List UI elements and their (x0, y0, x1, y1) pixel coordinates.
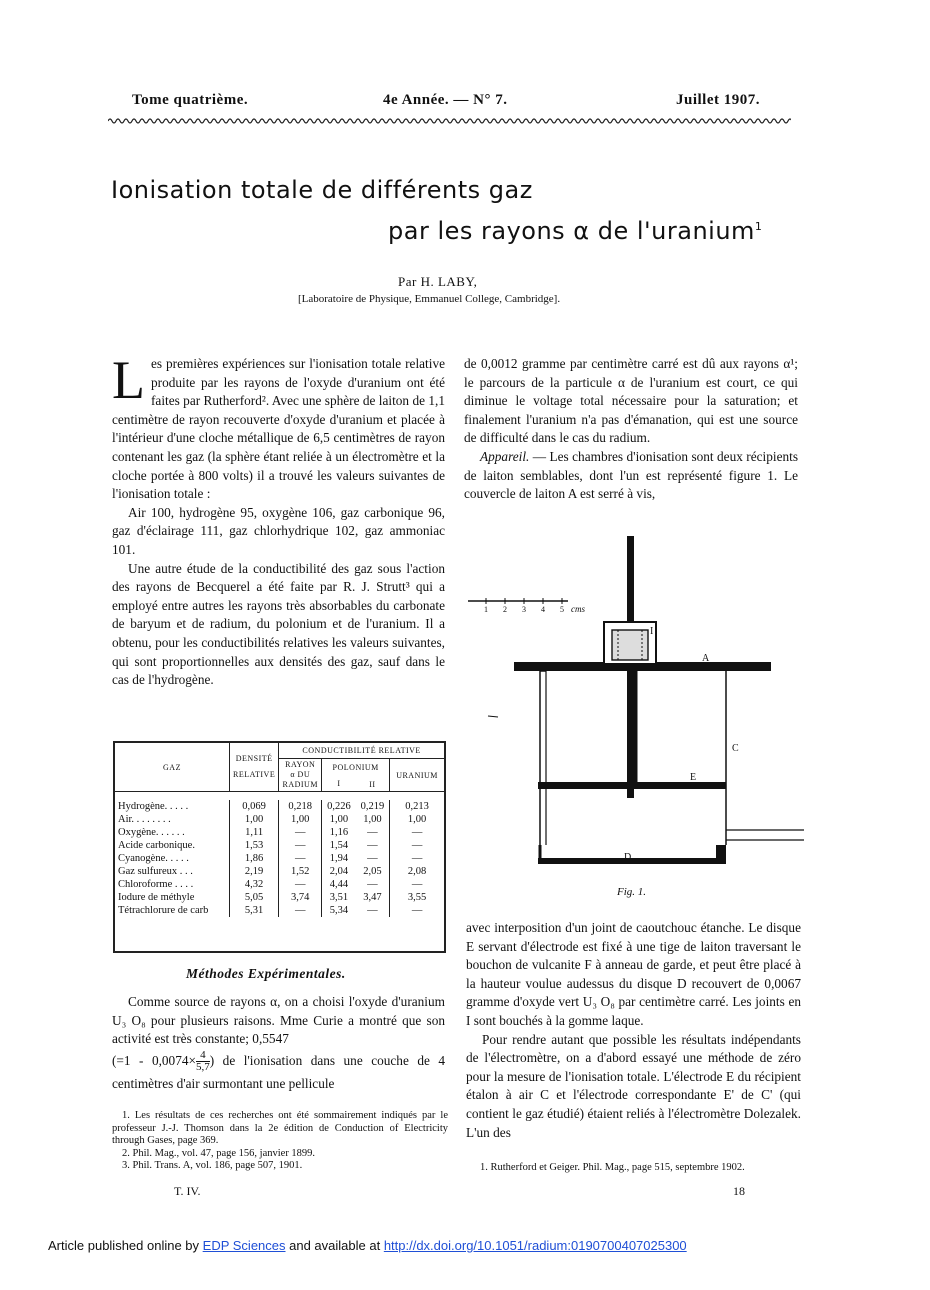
scale-tick-label: 4 (541, 605, 545, 614)
table-cell-pol2: — (356, 904, 390, 917)
running-header-volume: Tome quatrième. (132, 92, 249, 108)
table-cell-densite: 5,31 (230, 904, 279, 917)
running-header-issue: 4e Année. — N° 7. (383, 92, 508, 108)
table-row (115, 839, 444, 852)
scale-tick-label: 2 (503, 605, 507, 614)
footnote-2: 2. Phil. Mag., vol. 47, page 156, janvier 1899. (122, 1147, 316, 1159)
table-cell-uranium: — (411, 879, 423, 890)
table-cell-gaz: Tétrachlorure de carb (115, 904, 230, 917)
table-cell-pol1: 0,226 (327, 801, 351, 812)
footnote-rule (112, 1104, 445, 1105)
table-cell-densite: 1,00 (230, 813, 279, 826)
scale-tick-label: 1 (484, 605, 488, 614)
table-header-gaz: GAZ (115, 743, 230, 792)
table-cell-densite: 1,53 (230, 839, 279, 852)
table-cell-pol2: 2,05 (356, 865, 390, 878)
signature-mark: T. IV. (174, 1184, 201, 1198)
method-paragraph: Pour rendre autant que possible les résultats indépendants de l'électromètre, on a d'abord essayé une méthode de zéro pour la mesure de l'ionisation totale. L'électrode E du récipient étalon à air C et l'électrode correspondante E' de C' (qui contient le gaz étudié) étaient reliés à l'électromètre Dolezalek. L'un des (466, 1031, 801, 1140)
table-cell-pol2: — (356, 852, 390, 865)
rutherford-values-paragraph: Air 100, hydrogène 95, oxygène 106, gaz carbonique 96, gaz d'éclairage 111, gaz chlorhydrique 102, gaz ammoniac 101. (112, 504, 445, 557)
figure-label-i: I (650, 626, 654, 637)
table-cell-radium: — (279, 904, 322, 917)
table-cell-radium: — (279, 839, 322, 852)
table-cell-gaz: Cyanogène. . . . . (115, 852, 230, 865)
figure-scale-unit: cms (571, 604, 585, 614)
table-header-polonium-ii: II (356, 777, 390, 792)
continuation-paragraph: de 0,0012 gramme par centimètre carré est dû aux rayons α¹; le parcours de la particule α de l'uranium est court, ce qui diminue le voltage total nécessaire pour la saturation; et finalement l'uranium n'a pas d'émanation, qui est une source de difficulté dans le cas du radium. (464, 356, 798, 446)
table-cell-pol2: — (356, 826, 390, 839)
table-cell-pol1: 2,04 (329, 866, 349, 877)
table-cell-pol1: 1,94 (329, 853, 349, 864)
table-cell-pol1: 4,44 (329, 879, 349, 890)
edp-sciences-link[interactable]: EDP Sciences (202, 1238, 286, 1253)
right-column-top (464, 355, 798, 504)
table-cell-densite: 4,32 (230, 878, 279, 891)
formula-fraction: $\frac{4}{5,7}$ (196, 1049, 210, 1074)
table-cell-densite: 1,86 (230, 852, 279, 865)
footnote-1: 1. Les résultats de ces recherches ont été sommairement indiqués par le professeur J.-J. Thomson dans la 2e édition de Conduction of Electricity through Gases, page 369. (112, 1110, 448, 1146)
table-cell-pol1: 1,54 (329, 840, 349, 851)
table-cell-pol2: 1,00 (356, 813, 390, 826)
table-row (115, 826, 444, 839)
header-ornament-rule (108, 116, 791, 126)
methods-paragraph: Comme source de rayons α, on a choisi l'oxyde d'uranium U₃ O₈ pour plusieurs raisons. Mme Curie a montré que son activité est très constante; 0,5547 (=1 - 0,0074× $\frac{4}{5,7}$ ) de l'ionisation dans une couche de 4 centimètres d'air surmontant une pellicule (112, 994, 445, 1092)
table-cell-radium: 0,218 (279, 800, 322, 813)
conductivity-table-frame (113, 741, 446, 953)
table-cell-gaz: Iodure de méthyle (115, 891, 230, 904)
figure-label-d: D (624, 852, 632, 863)
table-cell-pol1: 1,00 (329, 814, 349, 825)
author-affiliation: [Laboratoire de Physique, Emmanuel College, Cambridge]. (298, 293, 561, 305)
table-header-conductivity: CONDUCTIBILITÉ RELATIVE (302, 746, 421, 755)
table-cell-pol2: — (356, 839, 390, 852)
table-cell-pol1: 5,34 (329, 905, 349, 916)
table-row (115, 865, 444, 878)
table-row (115, 813, 444, 826)
table-cell-uranium: — (411, 905, 423, 916)
table-cell-pol2: 3,47 (356, 891, 390, 904)
table-cell-gaz: Chloroforme . . . . (115, 878, 230, 891)
apparatus-paragraph: Appareil. — Les chambres d'ionisation sont deux récipients de laiton semblables, dont l'un est représenté figure 1. Le couvercle de laiton A est serré à vis, (464, 448, 798, 502)
table-cell-radium: 1,52 (279, 865, 322, 878)
table-cell-pol1: 1,16 (329, 827, 349, 838)
figure-1-ionisation-chamber (464, 530, 804, 870)
footnotes-left (112, 1110, 448, 1173)
table-cell-uranium: 2,08 (407, 866, 427, 877)
footnote-right: 1. Rutherford et Geiger. Phil. Mag., page 515, septembre 1902. (480, 1162, 745, 1173)
table-cell-radium: 1,00 (279, 813, 322, 826)
figure-label-e: E (690, 772, 697, 783)
conductivity-table (115, 743, 444, 917)
table-cell-gaz: Acide carbonique. (115, 839, 230, 852)
table-cell-densite: 0,069 (230, 800, 279, 813)
footnote-3: 3. Phil. Trans. A, vol. 186, page 507, 1901. (122, 1160, 303, 1171)
table-cell-densite: 5,05 (230, 891, 279, 904)
table-cell-radium: — (279, 878, 322, 891)
table-cell-pol2: 0,219 (356, 800, 390, 813)
left-column (112, 350, 445, 690)
table-cell-uranium: 0,213 (405, 801, 429, 812)
table-cell-gaz: Oxygène. . . . . . (115, 826, 230, 839)
table-cell-radium: — (279, 852, 322, 865)
table-cell-pol2: — (356, 878, 390, 891)
figure-label-a: A (702, 653, 710, 664)
page-number: 18 (733, 1184, 745, 1198)
joint-paragraph: avec interposition d'un joint de caoutchouc étanche. Le disque E servant d'électrode est fixé à une tige de laiton traversant le bouchon de vulcanite F à anneau de garde, et peut être placé à la hauteur voulue audessus du disque D recouvert de 0,0067 gramme d'oxyde vert U₃ O₈ par centimètre carré. Les joints en I sont bouchés à la gomme laque. (466, 920, 801, 1028)
right-column-bottom (466, 919, 801, 1142)
table-row (115, 852, 444, 865)
table-row (115, 878, 444, 891)
table-header-polonium-i: I (337, 779, 341, 788)
table-cell-radium: 3,74 (279, 891, 322, 904)
table-header-polonium: POLONIUM (322, 759, 390, 778)
scale-tick-label: 3 (522, 605, 526, 614)
running-header-date: Juillet 1907. (676, 92, 760, 108)
table-cell-uranium: 3,55 (407, 892, 427, 903)
section-heading-methods: Méthodes Expérimentales. (186, 966, 346, 981)
scale-tick-label: 5 (560, 605, 564, 614)
publication-footer: Article published online by EDP Sciences and available at http://dx.doi.org/10.1051/radium:0190700407025300 (48, 1238, 687, 1253)
table-row (115, 800, 444, 813)
table-cell-uranium: — (411, 827, 423, 838)
table-cell-pol1: 3,51 (329, 892, 349, 903)
table-cell-densite: 1,11 (230, 826, 279, 839)
article-title-line1: Ionisation totale de différents gaz (111, 176, 533, 204)
article-title-line2: par les rayons α de l'uranium$^1$ (388, 217, 763, 245)
table-cell-densite: 2,19 (230, 865, 279, 878)
table-cell-uranium: — (411, 840, 423, 851)
table-row (115, 904, 444, 917)
table-cell-gaz: Hydrogène. . . . . (115, 800, 230, 813)
table-header-uranium: URANIUM (396, 770, 438, 780)
table-cell-radium: — (279, 826, 322, 839)
strutt-paragraph: Une autre étude de la conductibilité des gaz sous l'action des rayons de Becquerel a été faite par R. J. Strutt³ qui a employé entre autres les rayons très absorbables du carbonate de baryum et de radium, du polonium et de l'uranium. Il a obtenu, pour les conductibilités relatives les valeurs suivantes, qui sont proportionnelles aux densités des gaz, sauf dans le cas de l'hydrogène. (112, 560, 445, 688)
table-row (115, 891, 444, 904)
table-header-density: DENSITÉ RELATIVE (230, 743, 279, 792)
table-cell-gaz: Air. . . . . . . . (115, 813, 230, 826)
author-byline: Par H. LABY, (398, 274, 478, 289)
table-header-radium: RAYON α DU RADIUM (279, 759, 322, 792)
doi-link[interactable]: http://dx.doi.org/10.1051/radium:0190700407025300 (383, 1238, 687, 1253)
figure-caption: Fig. 1. (617, 886, 647, 898)
drop-cap: L (112, 350, 145, 410)
table-cell-uranium: 1,00 (407, 814, 427, 825)
table-cell-gaz: Gaz sulfureux . . . (115, 865, 230, 878)
figure-label-c: C (732, 743, 739, 754)
intro-paragraph: Les premières expériences sur l'ionisation totale relative produite par les rayons de l'oxyde d'uranium ont été faites par Rutherford². Avec une sphère de laiton de 1,1 centimètre de rayon recouverte d'oxyde d'uranium et placée à l'intérieur d'une cloche métallique de 6,5 centimètres de rayon contenant les gaz (la sphère étant reliée à un électromètre et la cloche portée à 800 volts) il a trouvé les valeurs suivantes de l'ionisation totale : (112, 350, 445, 502)
table-cell-uranium: — (411, 853, 423, 864)
